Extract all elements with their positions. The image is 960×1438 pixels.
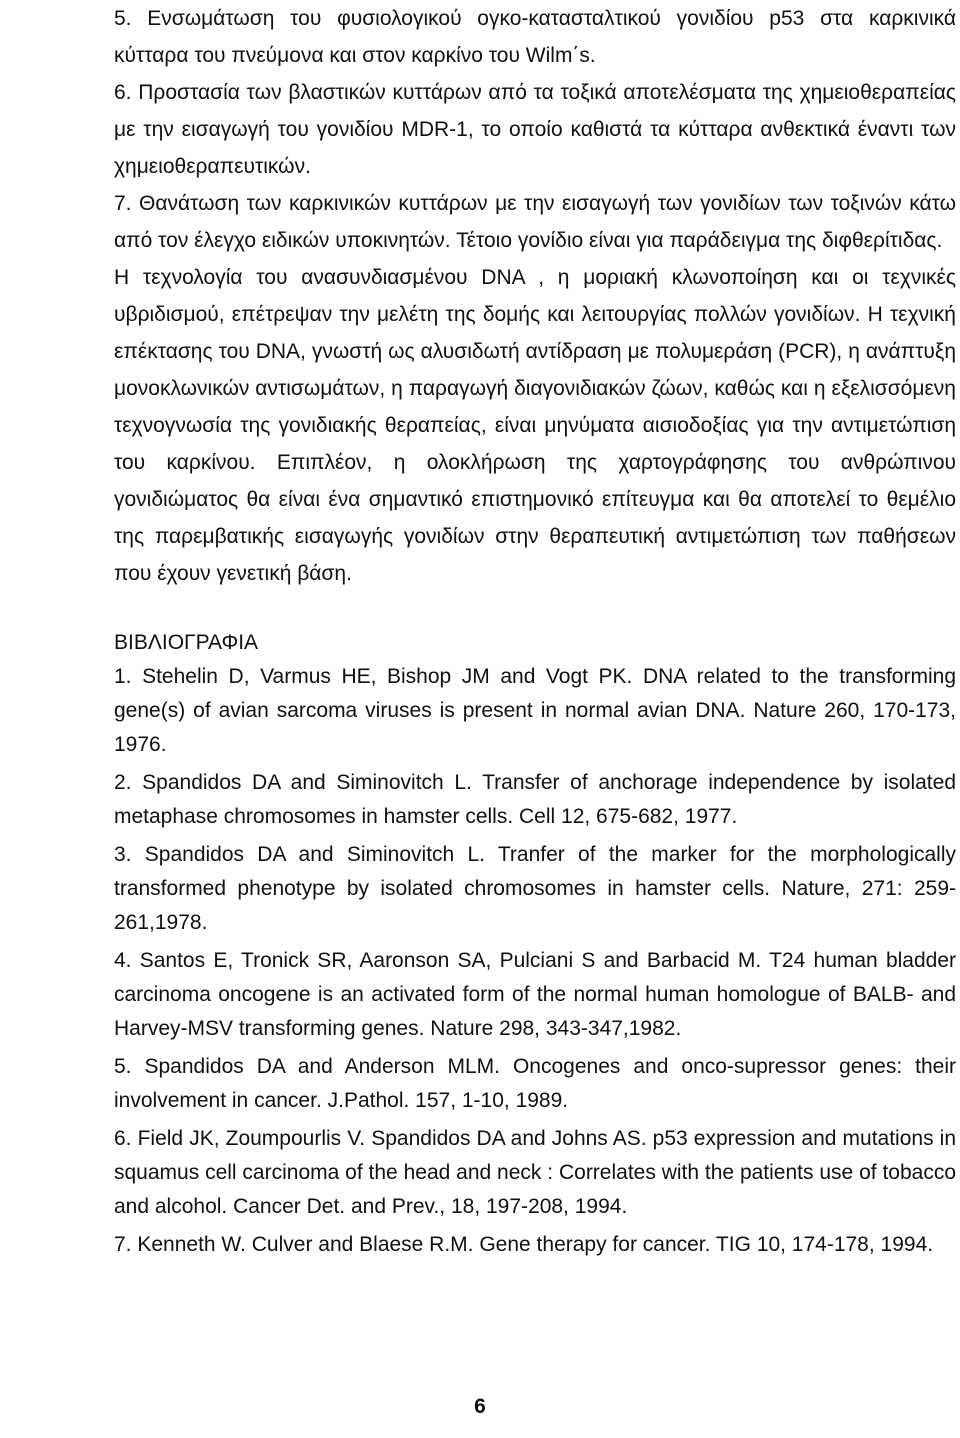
numbered-list (114, 0, 956, 259)
reference-item: 4. Santos E, Tronick SR, Aaronson SA, Pulciani S and Barbacid M. T24 human bladder carcinoma oncogene is an activated form of the normal human homologue of BALB- and Harvey-MSV transforming genes. Nature 298, 343-347,1982. (114, 949, 956, 1040)
reference-item: 7. Kenneth W. Culver and Blaese R.M. Gene therapy for cancer. TIG 10, 174-178, 1994. (114, 1233, 934, 1256)
conclusion-paragraph: Η τεχνολογία του ανασυνδιασμένου DNA , η μοριακή κλωνοποίηση και οι τεχνικές υβριδισμού, επέτρεψαν την μελέτη της δομής και λειτουργίας πολλών γονιδίων. Η τεχνική επέκτασης του DNA, γνωστή ως αλυσιδωτή αντίδραση με πολυμεράση (PCR), η ανάπτυξη μονοκλωνικών αντισωμάτων, η παραγωγή διαγονιδιακών ζώων, καθώς και η εξελισσόμενη τεχνογνωσία της γονιδιακής θεραπείας, είναι μηνύματα αισιοδοξίας για την αντιμετώπιση του καρκίνου. Επιπλέον, η ολοκλήρωση της χαρτογράφησης του ανθρώπινου γονιδιώματος θα είναι ένα σημαντικό επιστημονικό επίτευγμα και θα αποτελεί το θεμέλιο της παρεμβατικής εισαγωγής γονιδίων στην θεραπευτική αντιμετώπιση των παθήσεων που έχουν γενετική βάση. (114, 266, 956, 585)
page-number: 6 (474, 1395, 486, 1418)
bibliography-heading: ΒΙΒΛΙΟΓΡΑΦΙΑ (114, 631, 259, 654)
reference-item: 1. Stehelin D, Varmus HE, Bishop JM and Vogt PK. DNA related to the transforming gene(s) of avian sarcoma viruses is present in normal avian DNA. Nature 260, 170-173, 1976. (114, 665, 956, 756)
reference-item: 2. Spandidos DA and Siminovitch L. Transfer of anchorage independence by isolated metaphase chromosomes in hamster cells. Cell 12, 675-682, 1977. (114, 771, 956, 828)
bibliography-section (114, 626, 956, 1262)
page-content (114, 0, 956, 1266)
list-item-5: 5. Ενσωμάτωση του φυσιολογικού ογκο-κατασταλτικού γονιδίου p53 στα καρκινικά κύτταρα του πνεύμονα και στον καρκίνο του Wilm΄s. (114, 7, 956, 67)
reference-item: 6. Field JK, Zoumpourlis V. Spandidos DA and Johns AS. p53 expression and mutations in squamus cell carcinoma of the head and neck : Correlates with the patients use of tobacco and alcohol. Cancer Det. and Prev., 18, 197-208, 1994. (114, 1127, 956, 1218)
list-item-7: 7. Θανάτωση των καρκινικών κυττάρων με την εισαγωγή των γονιδίων των τοξινών κάτω από τον έλεγχο ειδικών υποκινητών. Τέτοιο γονίδιο είναι για παράδειγμα της διφθερίτιδας. (114, 192, 956, 252)
reference-item: 5. Spandidos DA and Anderson MLM. Oncogenes and onco-supressor genes: their involvement in cancer. J.Pathol. 157, 1-10, 1989. (114, 1055, 956, 1112)
section-spacer (114, 592, 956, 626)
list-item-6: 6. Προστασία των βλαστικών κυττάρων από τα τοξικά αποτελέσματα της χημειοθεραπείας με την εισαγωγή του γονιδίου MDR-1, το οποίο καθιστά τα κύτταρα ανθεκτικά έναντι των χημειοθεραπευτικών. (114, 81, 956, 178)
reference-item: 3. Spandidos DA and Siminovitch L. Tranfer of the marker for the morphologically transformed phenotype by isolated chromosomes in hamster cells. Nature, 271: 259-261,1978. (114, 843, 956, 934)
